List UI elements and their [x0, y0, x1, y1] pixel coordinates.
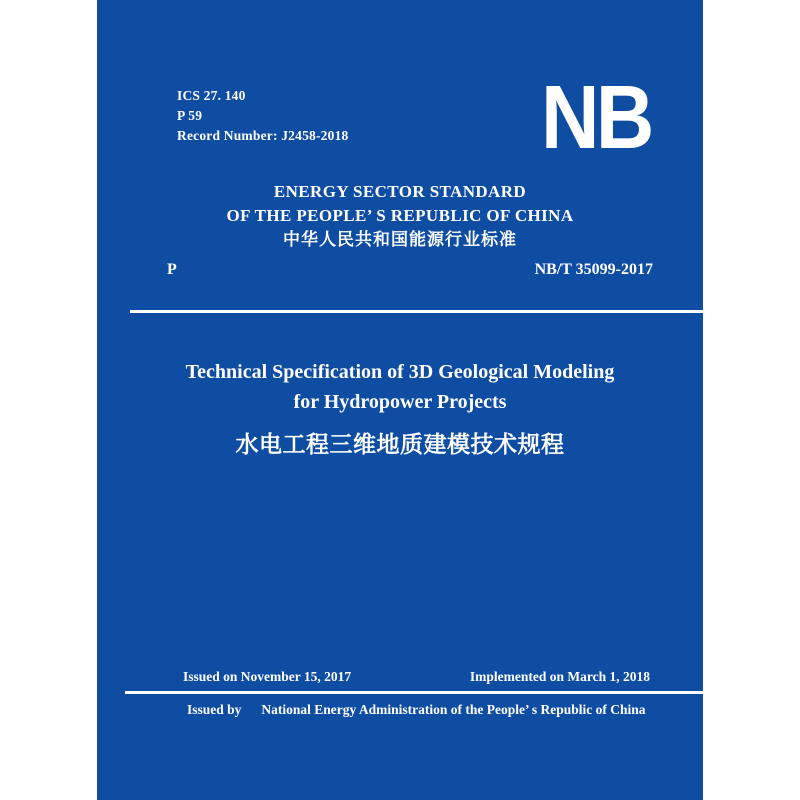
- standard-name-en-line1: ENERGY SECTOR STANDARD: [273, 182, 527, 201]
- classification-block: [177, 86, 348, 146]
- standard-name-cn: 中华人民共和国能源行业标准: [283, 230, 517, 249]
- top-divider-line: [130, 310, 703, 313]
- standard-cover: [97, 0, 703, 800]
- issued-by-label: Issued by: [187, 702, 242, 717]
- implemented-date: Implemented on March 1, 2018: [469, 669, 650, 684]
- bottom-divider-line: [125, 691, 703, 694]
- standard-header: [97, 180, 703, 252]
- document-title-en-line2: for Hydropower Projects: [293, 391, 507, 413]
- dates-row: [97, 669, 703, 689]
- document-number: NB/T 35099-2017: [534, 261, 653, 278]
- document-title-en-line1: Technical Specification of 3D Geological Modeling: [185, 361, 615, 383]
- p-classification: P 59: [177, 108, 203, 123]
- issued-by-value: National Energy Administration of the People’ s Republic of China: [261, 702, 646, 717]
- issuer-row: [187, 702, 646, 718]
- document-title-cn: 水电工程三维地质建模技术规程: [235, 431, 565, 457]
- record-number: Record Number: J2458-2018: [177, 128, 349, 143]
- document-title-en: [97, 357, 703, 417]
- issued-date: Issued on November 15, 2017: [183, 669, 352, 684]
- document-class: P: [167, 261, 177, 278]
- document-number-row: [97, 261, 703, 285]
- nb-logo: NB: [541, 68, 651, 168]
- ics-code: ICS 27. 140: [177, 88, 246, 103]
- standard-name-en-line2: OF THE PEOPLE’ S REPUBLIC OF CHINA: [226, 206, 574, 225]
